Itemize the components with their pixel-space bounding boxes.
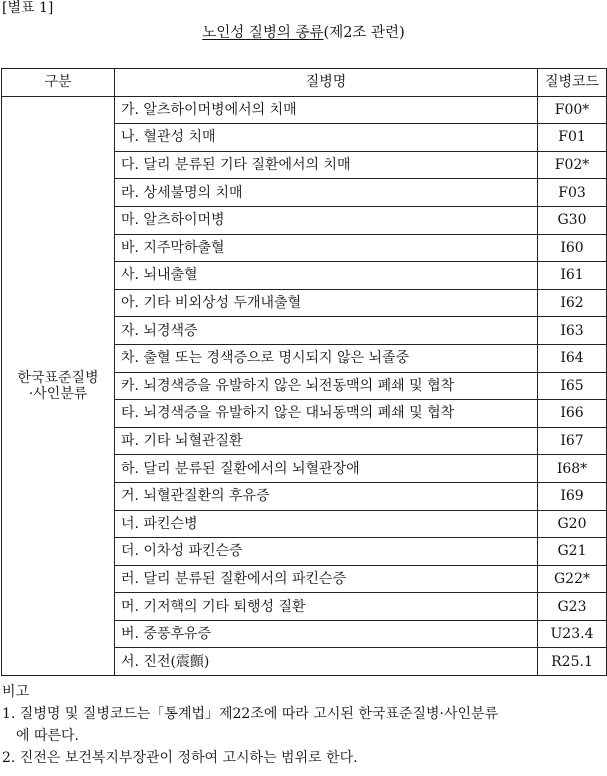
header-disease-name: 질병명 xyxy=(115,69,538,97)
note-1-line-2: 에 따른다. xyxy=(16,728,79,744)
disease-name: 파. 기타 뇌혈관질환 xyxy=(115,427,538,455)
disease-code: G30 xyxy=(538,206,607,234)
notes-heading: 비고 xyxy=(2,684,30,700)
category-line-1: 한국표준질병 xyxy=(17,369,99,386)
disease-name: 차. 출혈 또는 경색증으로 명시되지 않은 뇌졸중 xyxy=(115,344,538,372)
disease-name: 하. 달리 분류된 질환에서의 뇌혈관장애 xyxy=(115,455,538,483)
table-body xyxy=(2,96,607,675)
disease-table xyxy=(1,68,607,676)
disease-code: F00* xyxy=(538,96,607,124)
disease-name: 타. 뇌경색증을 유발하지 않은 대뇌동맥의 폐쇄 및 협착 xyxy=(115,400,538,428)
disease-code: I69 xyxy=(538,482,607,510)
title-main: 노인성 질병의 종류 xyxy=(202,25,324,41)
notes-section xyxy=(2,681,606,769)
category-line-2: ·사인분류 xyxy=(28,385,88,402)
disease-name: 라. 상세불명의 치매 xyxy=(115,179,538,207)
disease-code: F03 xyxy=(538,179,607,207)
disease-code: U23.4 xyxy=(538,620,607,648)
table-row xyxy=(2,96,607,124)
header-disease-code: 질병코드 xyxy=(538,69,607,97)
table-header-row xyxy=(2,69,607,97)
disease-code: F02* xyxy=(538,151,607,179)
disease-name: 버. 중풍후유증 xyxy=(115,620,538,648)
disease-name: 머. 기저핵의 기타 퇴행성 질환 xyxy=(115,593,538,621)
disease-name: 거. 뇌혈관질환의 후유증 xyxy=(115,482,538,510)
note-2: 2. 진전은 보건복지부장관이 정하여 고시하는 범위로 한다. xyxy=(2,750,358,766)
disease-code: I67 xyxy=(538,427,607,455)
disease-code: F01 xyxy=(538,124,607,152)
disease-code: G22* xyxy=(538,565,607,593)
header-category: 구분 xyxy=(2,69,115,97)
disease-name: 러. 달리 분류된 질환에서의 파킨슨증 xyxy=(115,565,538,593)
disease-name: 바. 지주막하출혈 xyxy=(115,234,538,262)
disease-code: G20 xyxy=(538,510,607,538)
disease-name: 다. 달리 분류된 기타 질환에서의 치매 xyxy=(115,151,538,179)
disease-code: I65 xyxy=(538,372,607,400)
disease-name: 아. 기타 비외상성 두개내출혈 xyxy=(115,289,538,317)
disease-name: 너. 파킨슨병 xyxy=(115,510,538,538)
disease-name: 가. 알츠하이머병에서의 치매 xyxy=(115,96,538,124)
title-sub: (제2조 관련) xyxy=(323,25,405,41)
disease-code: I60 xyxy=(538,234,607,262)
disease-name: 자. 뇌경색증 xyxy=(115,317,538,345)
disease-code: I61 xyxy=(538,262,607,290)
note-1-line-1: 1. 질병명 및 질병코드는「통계법」제22조에 따라 고시된 한국표준질병·사인분류 xyxy=(2,706,499,722)
disease-name: 카. 뇌경색증을 유발하지 않은 뇌전동맥의 폐쇄 및 협착 xyxy=(115,372,538,400)
disease-code: R25.1 xyxy=(538,648,607,676)
disease-name: 서. 진전(震顫) xyxy=(115,648,538,676)
disease-code: G23 xyxy=(538,593,607,621)
disease-code: I62 xyxy=(538,289,607,317)
annex-label: [별표 1] xyxy=(2,0,54,16)
disease-code: G21 xyxy=(538,538,607,566)
category-cell xyxy=(2,96,115,675)
disease-code: I63 xyxy=(538,317,607,345)
disease-code: I64 xyxy=(538,344,607,372)
disease-name: 더. 이차성 파킨슨증 xyxy=(115,538,538,566)
page-title xyxy=(0,24,607,42)
disease-code: I68* xyxy=(538,455,607,483)
disease-code: I66 xyxy=(538,400,607,428)
disease-name: 마. 알츠하이머병 xyxy=(115,206,538,234)
disease-name: 사. 뇌내출혈 xyxy=(115,262,538,290)
disease-name: 나. 혈관성 치매 xyxy=(115,124,538,152)
